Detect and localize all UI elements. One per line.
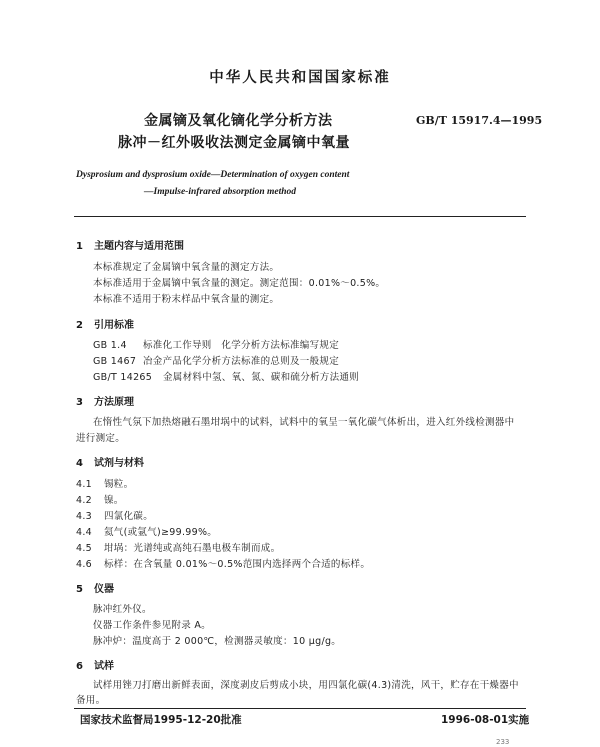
reference-item: GB/T 14265 金属材料中氢、氧、氮、碳和硫分析方法通则 — [93, 372, 360, 383]
standard-number: GB/T 15917.4—1995 — [416, 114, 543, 127]
section-1-paragraph: 本标准不适用于粉末样品中氧含量的测定。 — [93, 294, 280, 305]
footer-divider — [74, 708, 526, 709]
section-5-paragraph: 仪器工作条件参见附录 A。 — [93, 620, 211, 631]
section-4-heading: 4 试剂与材料 — [76, 458, 144, 469]
header-divider — [74, 216, 526, 217]
reference-item: GB 1.4 标准化工作导则 化学分析方法标准编写规定 — [93, 340, 340, 351]
section-5-paragraph: 脉冲红外仪。 — [93, 604, 152, 615]
title-line-2: 脉冲－红外吸收法测定金属镝中氧量 — [118, 135, 350, 151]
section-1-paragraph: 本标准规定了金属镝中氧含量的测定方法。 — [93, 262, 280, 273]
section-3-heading: 3 方法原理 — [76, 397, 134, 408]
section-3-text: 进行测定。 — [76, 433, 126, 444]
english-title-line-1: Dysprosium and dysprosium oxide—Determination of oxygen content — [76, 170, 350, 180]
section-1-heading: 1 主题内容与适用范围 — [76, 241, 184, 252]
section-5-heading: 5 仪器 — [76, 584, 114, 595]
section-6-text: 备用。 — [76, 695, 106, 706]
page-number: 233 — [496, 738, 510, 746]
section-5-paragraph: 脉冲炉：温度高于 2 000℃，检测器灵敏度：10 μg/g。 — [93, 636, 342, 647]
section-6-text: 试样用锉刀打磨出新鲜表面，深度剥皮后剪成小块，用四氯化碳(4.3)清洗，风干，贮存在干燥器中 — [93, 680, 519, 691]
approval-date: 国家技术监督局1995-12-20批准 — [80, 714, 242, 726]
reference-item: GB 1467 冶金产品化学分析方法标准的总则及一般规定 — [93, 356, 340, 367]
national-standard-header: 中华人民共和国国家标准 — [209, 70, 391, 86]
section-2-heading: 2 引用标准 — [76, 320, 134, 331]
english-title-line-2: —Impulse-infrared absorption method — [144, 187, 297, 197]
material-item: 4.4 氦气(或氩气)≥99.99%。 — [76, 527, 218, 538]
title-line-1: 金属镝及氧化镝化学分析方法 — [144, 113, 333, 129]
material-item: 4.3 四氯化碳。 — [76, 511, 154, 522]
section-3-text: 在惰性气氛下加热熔融石墨坩埚中的试料，试料中的氧呈一氧化碳气体析出，进入红外线检测器中 — [93, 417, 515, 428]
material-item: 4.1 锡粒。 — [76, 479, 134, 490]
implementation-date: 1996-08-01实施 — [441, 714, 530, 726]
section-6-heading: 6 试样 — [76, 661, 114, 672]
section-1-paragraph: 本标准适用于金属镝中氧含量的测定。测定范围：0.01%～0.5%。 — [93, 278, 386, 289]
material-item: 4.5 坩埚：光谱纯或高纯石墨电极车制而成。 — [76, 543, 281, 554]
material-item: 4.2 镍。 — [76, 495, 124, 506]
material-item: 4.6 标样：在含氧量 0.01%～0.5%范围内选择两个合适的标样。 — [76, 559, 371, 570]
